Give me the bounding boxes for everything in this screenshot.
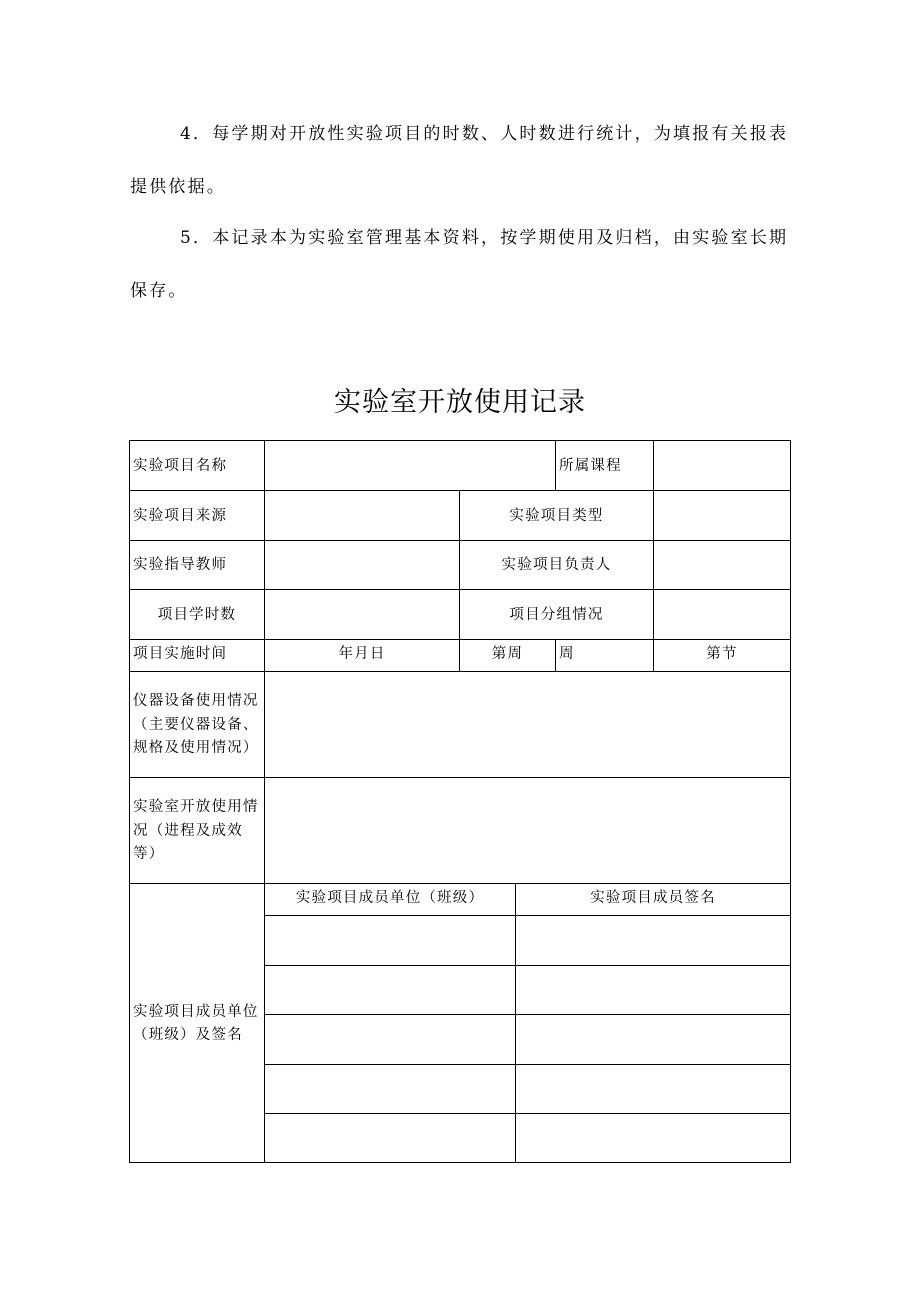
- member-unit-cell[interactable]: [264, 1113, 516, 1163]
- label-equipment-usage-text: 仪器设备使用情况（主要仪器设备、规格及使用情况）: [133, 693, 259, 757]
- label-course: 所属课程: [555, 440, 654, 491]
- project-name-field[interactable]: [264, 440, 556, 491]
- equipment-usage-field[interactable]: [264, 671, 791, 778]
- member-unit-cell[interactable]: [264, 1064, 516, 1114]
- label-lab-usage: [129, 777, 265, 884]
- member-unit-header: 实验项目成员单位（班级）: [264, 883, 516, 916]
- label-instructor: 实验指导教师: [129, 540, 265, 590]
- lab-usage-field[interactable]: [264, 777, 791, 884]
- week-number-field[interactable]: 第周: [459, 639, 556, 672]
- member-unit-cell[interactable]: [264, 965, 516, 1015]
- label-class-hours: 项目学时数: [129, 589, 265, 640]
- lab-open-usage-form: [129, 440, 791, 1163]
- grouping-field[interactable]: [653, 589, 791, 640]
- member-signature-cell[interactable]: [515, 965, 791, 1015]
- label-members-text: 实验项目成员单位（班级）及签名: [133, 1003, 259, 1043]
- label-project-type: 实验项目类型: [459, 490, 654, 541]
- member-signature-header: 实验项目成员签名: [515, 883, 791, 916]
- instruction-item-4: 4．每学期对开放性实验项目的时数、人时数进行统计，为填报有关报表提供依据。: [130, 124, 789, 197]
- label-lab-usage-text: 实验室开放使用情况（进程及成效等）: [133, 799, 259, 863]
- member-signature-cell[interactable]: [515, 1113, 791, 1163]
- label-members: [129, 883, 265, 1163]
- section-number-field[interactable]: 第节: [653, 639, 791, 672]
- project-type-field[interactable]: [653, 490, 791, 541]
- member-signature-cell[interactable]: [515, 1014, 791, 1065]
- label-project-source: 实验项目来源: [129, 490, 265, 541]
- label-grouping: 项目分组情况: [459, 589, 654, 640]
- member-signature-cell[interactable]: [515, 1064, 791, 1114]
- date-ymd-field[interactable]: 年月日: [264, 639, 460, 672]
- weekday-field[interactable]: 周: [555, 639, 654, 672]
- label-implementation-time: 项目实施时间: [129, 639, 265, 672]
- course-field[interactable]: [653, 440, 791, 491]
- label-equipment-usage: [129, 671, 265, 778]
- form-title: 实验室开放使用记录: [334, 387, 586, 418]
- project-leader-field[interactable]: [653, 540, 791, 590]
- instructor-field[interactable]: [264, 540, 460, 590]
- member-unit-cell[interactable]: [264, 915, 516, 966]
- project-source-field[interactable]: [264, 490, 460, 541]
- class-hours-field[interactable]: [264, 589, 460, 640]
- member-unit-cell[interactable]: [264, 1014, 516, 1065]
- member-signature-cell[interactable]: [515, 915, 791, 966]
- instruction-item-5: 5．本记录本为实验室管理基本资料，按学期使用及归档，由实验室长期保存。: [130, 228, 789, 301]
- label-project-leader: 实验项目负责人: [459, 540, 654, 590]
- label-project-name: 实验项目名称: [129, 440, 265, 491]
